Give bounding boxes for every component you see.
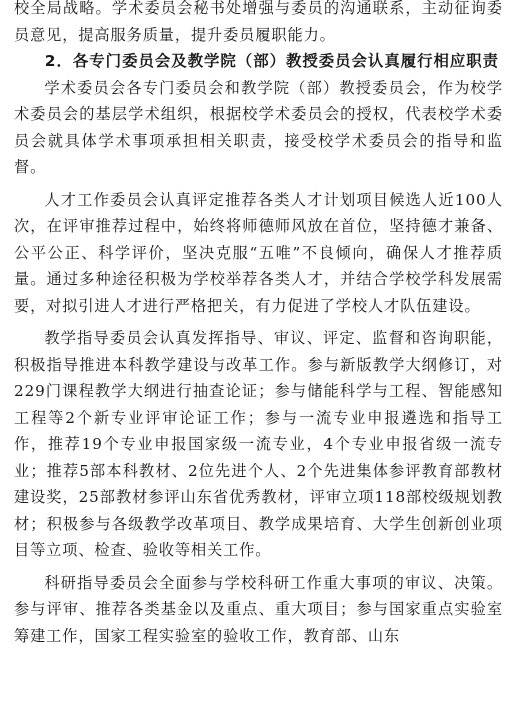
paragraph-5: 科研指导委员会全面参与学校科研工作重大事项的审议、决策。参与评审、推荐各类基金以及重点、重大项目；参与国家重点实验室筹建工作，国家工程实验室的验收工作，教育部、山东 xyxy=(14,573,503,645)
paragraph-1: 校全局战略。学术委员会秘书处增强与委员的沟通联系，主动征询委员意见，提高服务质量，提升委员履职能力。 xyxy=(14,0,503,44)
section-heading: 2．各专门委员会及教学院（部）教授委员会认真履行相应职责 xyxy=(44,52,500,70)
paragraph-4: 教学指导委员会认真发挥指导、审议、评定、监督和咨询职能，积极指导推进本科教学建设与改革工作。参与新版教学大纲修订，对229门课程教学大纲进行抽查论证；参与储能科学与工程、智能感知工程等2个新专业评审论证工作；参与一流专业申报遴选和指导工作，推荐19个专业申报国家级一流专业，4个专业申报省级一流专业；推荐5部本科教材、2位先进个人、2个先进集体参评教育部教材建设奖，25部教材参评山东省优秀教材，评审立项118部校级规划教材；积极参与各级教学改革项目、教学成果培育、大学生创新创业项目等立项、检查、验收等相关工作。 xyxy=(14,329,503,559)
paragraph-3: 人才工作委员会认真评定推荐各类人才计划项目候选人近100人次，在评审推荐过程中，始终将师德师风放在首位，坚持德才兼备、公平公正、科学评价，坚决克服“五唯”不良倾向，确保人才推荐质量。通过多种途径积极为学校举荐各类人才，并结合学校学科发展需要，对拟引进人才进行严格把关，有力促进了学校人才队伍建设。 xyxy=(14,190,503,315)
paragraph-2: 学术委员会各专门委员会和教学院（部）教授委员会，作为校学术委员会的基层学术组织，根据校学术委员会的授权，代表校学术委员会就具体学术事项承担相关职责，接受校学术委员会的指导和监督。 xyxy=(14,78,503,176)
